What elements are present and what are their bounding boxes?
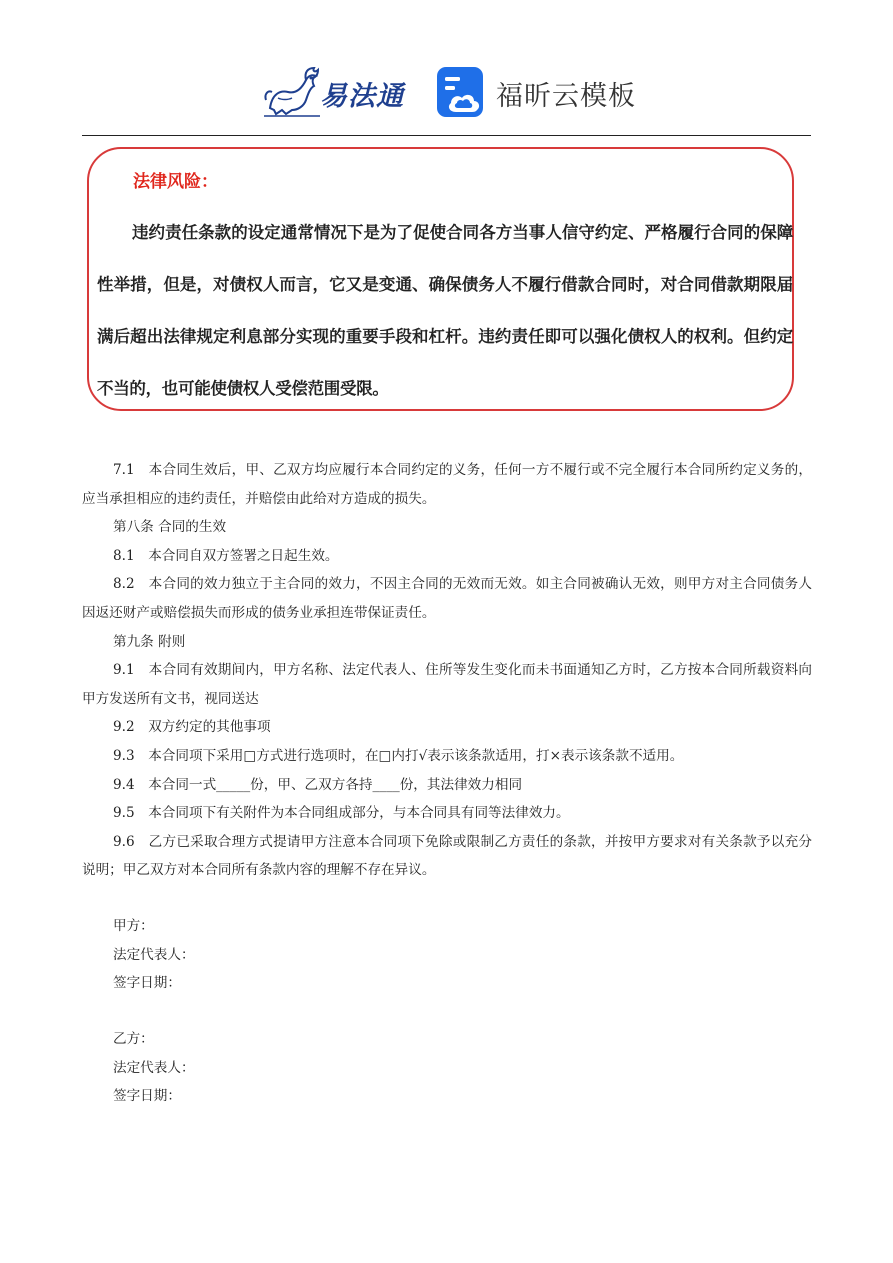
clause-9-1: 9.1 本合同有效期间内，甲方名称、法定代表人、住所等发生变化而未书面通知乙方时，乙方按本合同所载资料向甲方发送所有文书，视同送达 [82, 662, 812, 707]
yifatong-logo [262, 64, 412, 118]
clause-9-6: 9.6 乙方已采取合理方式提请甲方注意本合同项下免除或限制乙方责任的条款，并按甲方要求对有关条款予以充分说明；甲乙双方对本合同所有条款内容的理解不存在异议。 [82, 833, 812, 879]
header-divider [82, 135, 811, 136]
clause-9-4: 9.4 本合同一式_____份，甲、乙双方各持____份，其法律效力相同 [113, 776, 523, 793]
article-9-heading: 第九条 附则 [113, 633, 186, 650]
yifatong-logo-text: 易法通 [320, 81, 404, 112]
fuxin-logo-text: 福昕云模板 [496, 81, 636, 112]
clause-8-1: 8.1 本合同自双方签署之日起生效。 [113, 547, 339, 564]
party-b-label: 乙方： [113, 1031, 154, 1047]
clause-9-2: 9.2 双方约定的其他事项 [113, 719, 271, 736]
clause-8-2: 8.2 本合同的效力独立于主合同的效力，不因主合同的无效而无效。如主合同被确认无效，则甲方对主合同债务人因返还财产或赔偿损失而形成的债务业承担连带保证责任。 [82, 576, 812, 621]
page-header [0, 60, 893, 122]
party-b-date-label: 签字日期： [113, 1088, 181, 1105]
legal-risk-text: 违约责任条款的设定通常情况下是为了促使合同各方当事人信守约定、严格履行合同的保障性举措，但是，对债权人而言，它又是变通、确保债务人不履行借款合同时，对合同借款期限届满后超出法律规定利息部分实现的重要手段和杠杆。违约责任即可以强化债权人的权利。但约定不当的，也可能使债权人受偿范围受限。 [97, 223, 793, 398]
fuxin-cloud-template-logo [436, 66, 636, 118]
clause-7-1: 7.1 本合同生效后，甲、乙双方均应履行本合同约定的义务，任何一方不履行或不完全履行本合同所约定义务的，应当承担相应的违约责任，并赔偿由此给对方造成的损失。 [82, 462, 812, 507]
party-a-signature-block [113, 912, 195, 998]
legal-risk-box [87, 147, 794, 411]
qilin-mascot-icon [262, 64, 322, 118]
party-a-date-label: 签字日期： [113, 975, 181, 992]
contract-body [82, 456, 812, 885]
party-b-signature-block [113, 1025, 195, 1111]
cloud-document-icon [436, 66, 486, 118]
clause-9-5: 9.5 本合同项下有关附件为本合同组成部分，与本合同具有同等法律效力。 [113, 805, 570, 822]
party-a-representative-label: 法定代表人： [113, 946, 195, 963]
clause-9-3: 9.3 本合同项下采用□方式进行选项时，在□内打√表示该条款适用，打×表示该条款不适用。 [113, 747, 684, 764]
article-8-heading: 第八条 合同的生效 [113, 519, 227, 536]
party-a-label: 甲方： [113, 918, 154, 934]
legal-risk-title: 法律风险： [133, 172, 218, 192]
party-b-representative-label: 法定代表人： [113, 1059, 195, 1076]
